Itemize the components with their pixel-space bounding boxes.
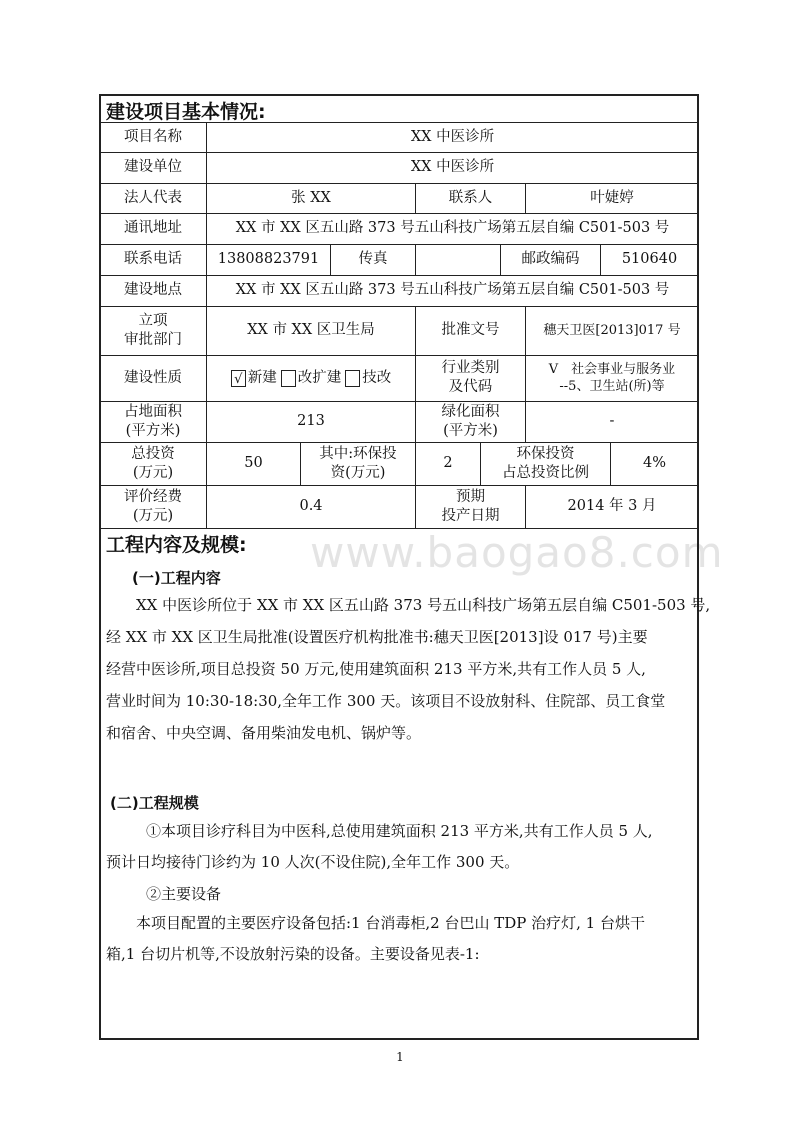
approval-dept-label-line1: 立项 bbox=[138, 312, 168, 329]
industry-label-line1: 行业类别 bbox=[441, 360, 500, 376]
approval-dept-value: XX 市 XX 区卫生局 bbox=[247, 322, 375, 338]
content-line: 和宿舍、中央空调、备用柴油发电机、锅炉等。 bbox=[106, 724, 422, 742]
scale-line: 预计日均接待门诊约为 10 人次(不设住院),全年工作 300 天。 bbox=[106, 853, 520, 871]
area-label bbox=[100, 401, 206, 442]
fax-value bbox=[416, 244, 500, 275]
postcode-value: 510640 bbox=[621, 251, 678, 267]
nature-tech-checkbox[interactable] bbox=[345, 370, 360, 387]
area-label-line1: 占地面积 bbox=[124, 403, 182, 420]
expected-date-value: 2014 年 3 月 bbox=[567, 498, 657, 514]
site-label: 建设地点 bbox=[124, 282, 182, 298]
industry-value-line1: V 社会事业与服务业 bbox=[548, 362, 676, 377]
address-label: 通讯地址 bbox=[124, 220, 182, 236]
phone-value: 13808823791 bbox=[217, 251, 320, 267]
nature-expand-checkbox[interactable] bbox=[281, 370, 296, 387]
green-label-line2: (平方米) bbox=[443, 422, 498, 439]
green-label-line1: 绿化面积 bbox=[441, 403, 500, 420]
section-title-basic-info: 建设项目基本情况: bbox=[106, 101, 266, 123]
env-invest-label-line2: 资(万元) bbox=[330, 464, 386, 481]
content-line: 经营中医诊所,项目总投资 50 万元,使用建筑面积 213 平方米,共有工作人员 5 人, bbox=[106, 660, 646, 678]
industry-label bbox=[416, 355, 525, 401]
approval-doc-label: 批准文号 bbox=[441, 322, 500, 338]
contact-label: 联系人 bbox=[448, 189, 493, 206]
expected-date-label-line2: 投产日期 bbox=[441, 507, 500, 524]
green-label bbox=[416, 401, 525, 442]
area-value: 213 bbox=[297, 413, 325, 429]
legal-rep-label: 法人代表 bbox=[124, 189, 182, 206]
contact-value: 叶婕婷 bbox=[590, 189, 634, 206]
page-number: 1 bbox=[396, 1050, 404, 1064]
eval-fee-label bbox=[100, 485, 206, 528]
industry-label-line2: 及代码 bbox=[448, 379, 493, 395]
env-invest-label bbox=[301, 442, 415, 485]
address-value: XX 市 XX 区五山路 373 号五山科技广场第五层自编 C501-503 号 bbox=[235, 220, 670, 236]
nature-options bbox=[207, 355, 415, 401]
env-invest-value: 2 bbox=[443, 455, 453, 471]
invest-value: 50 bbox=[244, 455, 263, 471]
row-divider bbox=[99, 528, 699, 529]
env-ratio-label bbox=[481, 442, 610, 485]
unit-value: XX 中医诊所 bbox=[410, 159, 495, 175]
subsection-title-scale: (二)工程规模 bbox=[110, 794, 199, 812]
scale-line: ②主要设备 bbox=[146, 885, 222, 903]
legal-rep-value: 张 XX bbox=[291, 189, 331, 206]
eval-fee-label-line1: 评价经费 bbox=[124, 488, 182, 505]
nature-expand-label: 改扩建 bbox=[297, 369, 342, 386]
invest-label-line2: (万元) bbox=[132, 464, 174, 481]
phone-label: 联系电话 bbox=[124, 251, 182, 267]
expected-date-label-line1: 预期 bbox=[456, 488, 485, 505]
industry-value bbox=[526, 355, 698, 401]
subsection-title-content: (一)工程内容 bbox=[132, 569, 221, 587]
fax-label: 传真 bbox=[358, 251, 388, 267]
project-name-label: 项目名称 bbox=[124, 129, 182, 145]
content-line: 营业时间为 10:30-18:30,全年工作 300 天。该项目不设放射科、住院部、员工食堂 bbox=[106, 692, 666, 710]
industry-value-line2: --5、卫生站(所)等 bbox=[559, 379, 665, 394]
env-invest-label-line1: 其中:环保投 bbox=[319, 445, 397, 462]
env-ratio-label-line2: 占总投资比例 bbox=[502, 464, 589, 481]
content-line: 经 XX 市 XX 区卫生局批准(设置医疗机构批准书:穗天卫医[2013]设 017 号)主要 bbox=[106, 628, 648, 646]
approval-dept-label bbox=[100, 306, 206, 355]
eval-fee-value: 0.4 bbox=[299, 498, 323, 514]
invest-label bbox=[100, 442, 206, 485]
invest-label-line1: 总投资 bbox=[131, 445, 175, 462]
green-value: - bbox=[609, 413, 615, 429]
scale-line: ①本项目诊疗科目为中医科,总使用建筑面积 213 平方米,共有工作人员 5 人, bbox=[146, 822, 653, 840]
nature-label: 建设性质 bbox=[124, 369, 182, 386]
scale-line: 箱,1 台切片机等,不设放射污染的设备。主要设备见表-1: bbox=[106, 945, 480, 963]
env-ratio-value: 4% bbox=[642, 455, 666, 471]
watermark: www.baogao8.com bbox=[310, 528, 724, 577]
approval-doc-value: 穗天卫医[2013]017 号 bbox=[543, 323, 681, 338]
project-name-value: XX 中医诊所 bbox=[410, 129, 495, 145]
nature-tech-label: 技改 bbox=[362, 369, 392, 386]
expected-date-label bbox=[416, 485, 525, 528]
content-line: XX 中医诊所位于 XX 市 XX 区五山路 373 号五山科技广场第五层自编 C501-503 号, bbox=[136, 596, 711, 614]
area-label-line2: (平方米) bbox=[125, 422, 181, 439]
approval-dept-label-line2: 审批部门 bbox=[124, 331, 182, 348]
env-ratio-label-line1: 环保投资 bbox=[516, 445, 575, 462]
nature-new-label: 新建 bbox=[247, 369, 277, 386]
unit-label: 建设单位 bbox=[124, 159, 182, 175]
section-title-scope: 工程内容及规模: bbox=[106, 534, 247, 556]
scale-line: 本项目配置的主要医疗设备包括:1 台消毒柜,2 台巴山 TDP 治疗灯, 1 台烘干 bbox=[136, 914, 645, 932]
nature-new-checkbox[interactable]: √ bbox=[231, 370, 246, 387]
site-value: XX 市 XX 区五山路 373 号五山科技广场第五层自编 C501-503 号 bbox=[235, 282, 670, 298]
postcode-label: 邮政编码 bbox=[521, 251, 580, 267]
eval-fee-label-line2: (万元) bbox=[132, 507, 174, 524]
